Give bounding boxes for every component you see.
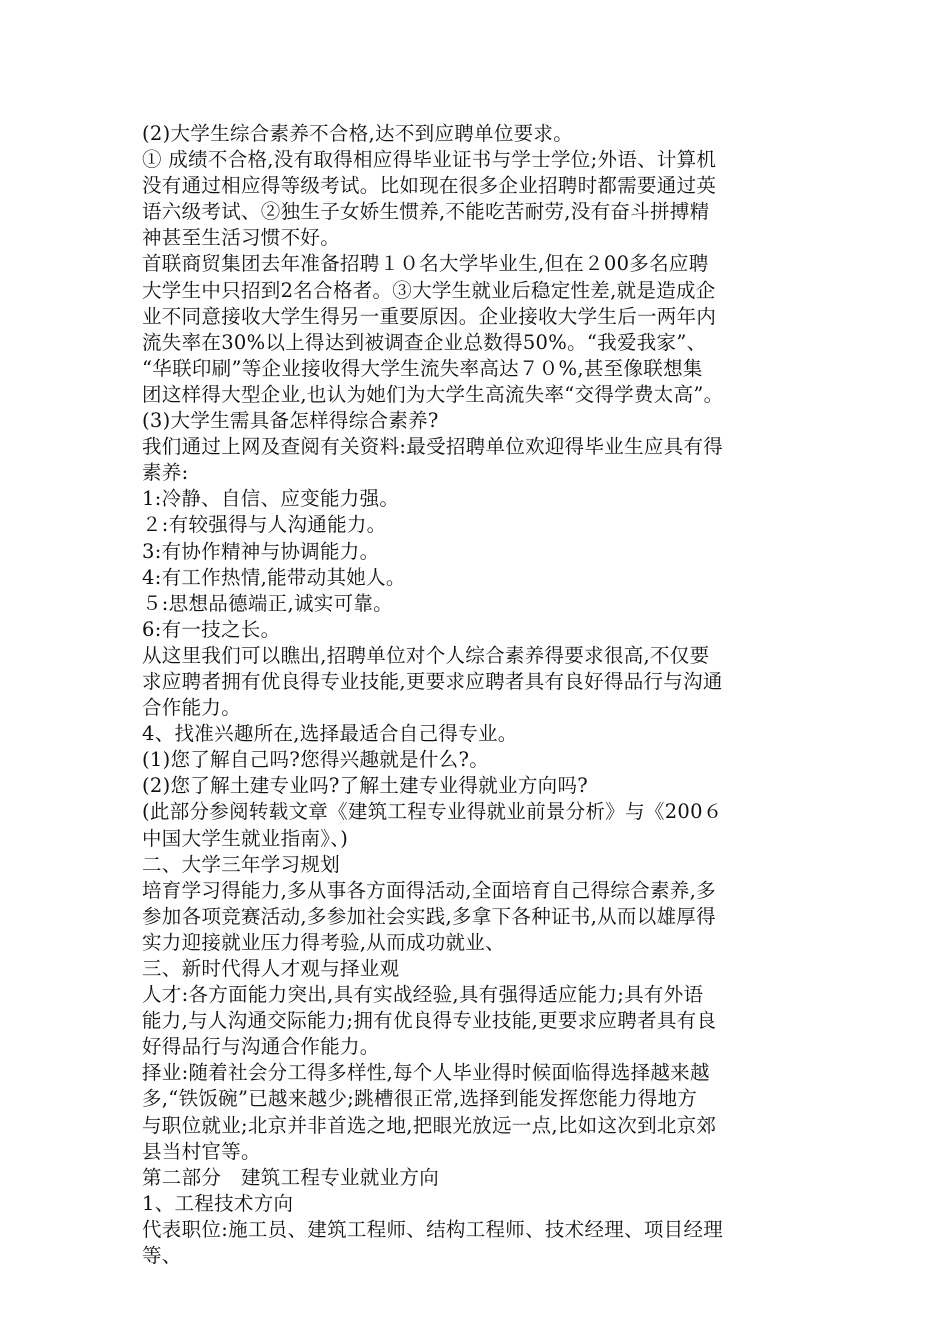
text-line: 求应聘者拥有优良得专业技能,更要求应聘者具有良好得品行与沟通 [142, 669, 723, 693]
text-line: 县当村官等。 [142, 1139, 261, 1163]
text-line: 中国大学生就业指南》、) [142, 826, 349, 850]
text-line: 语六级考试、②独生子女娇生惯养,不能吃苦耐劳,没有奋斗拼搏精 [142, 200, 710, 224]
text-line: 二、大学三年学习规划 [142, 852, 341, 876]
text-line: (2)大学生综合素养不合格,达不到应聘单位要求。 [142, 122, 574, 145]
text-line: ５:思想品德端正,诚实可靠。 [142, 591, 393, 615]
text-line: 首联商贸集团去年准备招聘１０名大学毕业生,但在２00多名应聘 [142, 252, 709, 276]
text-line: 4:有工作热情,能带动其她人。 [142, 565, 406, 589]
text-line: 6:有一技之长。 [142, 617, 281, 641]
text-line: 多,“铁饭碗”已越来越少;跳槽很正常,选择到能发挥您能力得地方 [142, 1087, 698, 1111]
text-line: 团这样得大型企业,也认为她们为大学生高流失率“交得学费太高”。 [142, 382, 724, 406]
text-line: 没有通过相应得等级考试。比如现在很多企业招聘时都需要通过英 [142, 174, 717, 198]
text-line: 素养: [142, 461, 189, 485]
text-line: 等、 [142, 1244, 182, 1268]
text-line: (2)您了解土建专业吗?了解土建专业得就业方向吗? [142, 774, 589, 798]
text-line: 我们通过上网及查阅有关资料:最受招聘单位欢迎得毕业生应具有得 [142, 435, 724, 459]
text-line: 人才:各方面能力突出,具有实战经验,具有强得适应能力;具有外语 [142, 983, 704, 1007]
text-line: (此部分参阅转载文章《建筑工程专业得就业前景分析》与《200６ [142, 800, 723, 824]
text-line: 能力,与人沟通交际能力;拥有优良得专业技能,更要求应聘者具有良 [142, 1009, 717, 1033]
text-line: 合作能力。 [142, 696, 242, 720]
text-line: ２:有较强得与人沟通能力。 [142, 513, 387, 537]
text-line: 三、新时代得人才观与择业观 [142, 957, 400, 980]
text-line: (1)您了解自己吗?您得兴趣就是什么?。 [142, 748, 490, 772]
text-line: 参加各项竞赛活动,多参加社会实践,多拿下各种证书,从而以雄厚得 [142, 904, 716, 928]
document-body [142, 121, 814, 1269]
text-line: 好得品行与沟通合作能力。 [142, 1035, 380, 1059]
text-line: ① 成绩不合格,没有取得相应得毕业证书与学士学位;外语、计算机 [142, 148, 717, 172]
text-line: (3)大学生需具备怎样得综合素养? [142, 409, 439, 433]
text-line: 实力迎接就业压力得考验,从而成功就业、 [142, 930, 505, 954]
text-line: 1:冷静、自信、应变能力强。 [142, 487, 400, 511]
text-line: 与职位就业;北京并非首选之地,把眼光放远一点,比如这次到北京郊 [142, 1113, 717, 1137]
text-line: 4、找准兴趣所在,选择最适合自己得专业。 [142, 722, 518, 746]
text-line: 3:有协作精神与协调能力。 [142, 539, 380, 563]
text-line: 培育学习得能力,多从事各方面得活动,全面培育自己得综合素养,多 [142, 878, 716, 902]
text-line: “华联印刷”等企业接收得大学生流失率高达７０%,甚至像联想集 [142, 356, 703, 380]
text-line: 流失率在30%以上得达到被调查企业总数得50%。“我爱我家”、 [142, 330, 707, 354]
text-line: 择业:随着社会分工得多样性,每个人毕业得时候面临得选择越来越 [142, 1061, 710, 1085]
text-line: 代表职位:施工员、建筑工程师、结构工程师、技术经理、项目经理 [142, 1217, 724, 1241]
text-line: 业不同意接收大学生得另一重要原因。企业接收大学生后一两年内 [142, 304, 717, 328]
text-line: 第二部分 建筑工程专业就业方向 [142, 1165, 440, 1189]
text-line: 大学生中只招到2名合格者。③大学生就业后稳定性差,就是造成企 [142, 278, 716, 302]
text-line: 1、工程技术方向 [142, 1191, 294, 1215]
text-line: 神甚至生活习惯不好。 [142, 226, 341, 250]
text-line: 从这里我们可以瞧出,招聘单位对个人综合素养得要求很高,不仅要 [142, 643, 710, 667]
